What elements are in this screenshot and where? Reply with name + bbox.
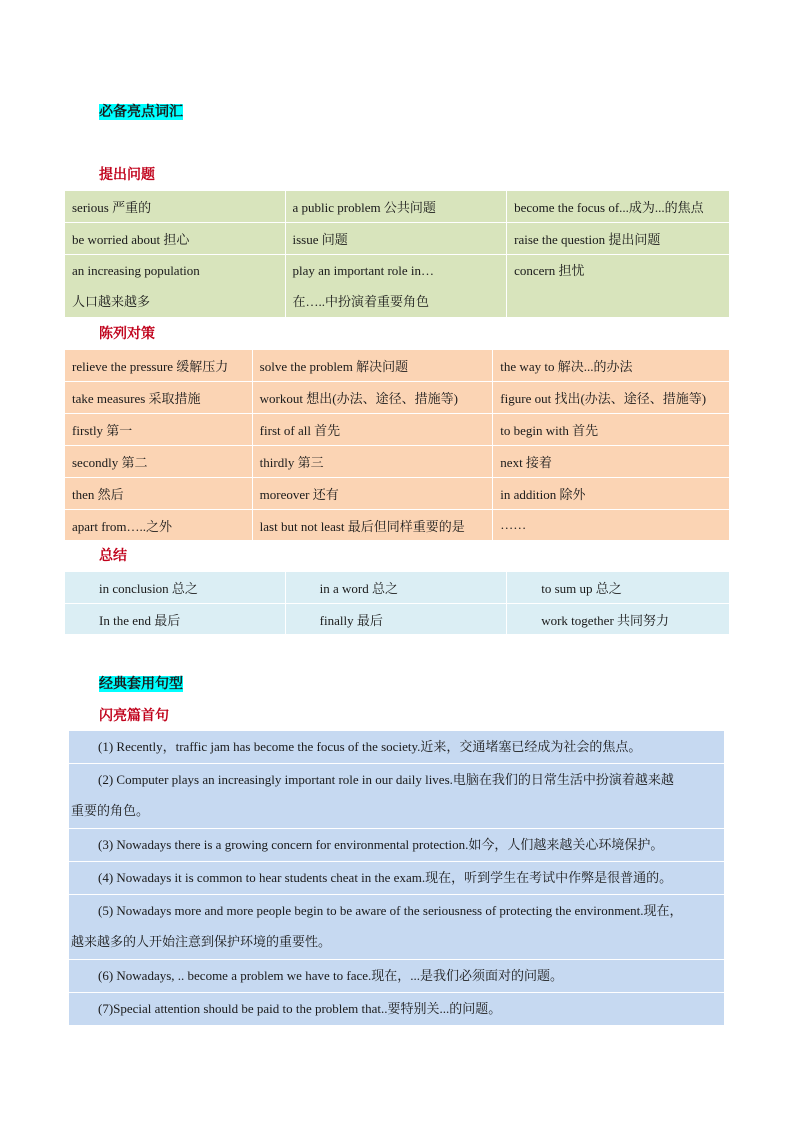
table-cell: figure out 找出(办法、途径、措施等): [493, 382, 730, 414]
sentence-list: [69, 731, 724, 1025]
table-cell: ……: [493, 510, 730, 541]
table-cell: the way to 解决...的办法: [493, 350, 730, 382]
sentence-text: (1) Recently，traffic jam has become the focus of the society.近来，交通堵塞已经成为社会的焦点。: [98, 739, 642, 754]
table-cell: [285, 255, 507, 318]
measures-heading: 陈列对策: [99, 326, 155, 342]
table-cell: become the focus of...成为...的焦点: [507, 191, 730, 223]
table-cell: finally 最后: [285, 604, 507, 635]
table-cell: serious 严重的: [65, 191, 286, 223]
table-cell: moreover 还有: [252, 478, 493, 510]
table-row: [65, 350, 730, 382]
cell-line: 在…..中扮演着重要角色: [292, 294, 430, 309]
table-cell: workout 想出(办法、途径、措施等): [252, 382, 493, 414]
table-cell: thirdly 第三: [252, 446, 493, 478]
raise-table: [64, 190, 730, 318]
table-cell: take measures 采取措施: [65, 382, 253, 414]
table-cell: apart from…..之外: [65, 510, 253, 541]
sentence-text: (2) Computer plays an increasingly important role in our daily lives.电脑在我们的日常生活中扮演着越来越: [98, 772, 674, 787]
table-row: [65, 382, 730, 414]
table-cell: first of all 首先: [252, 414, 493, 446]
table-cell: In the end 最后: [65, 604, 286, 635]
table-cell: [65, 255, 286, 318]
table-cell: relieve the pressure 缓解压力: [65, 350, 253, 382]
measures-table: [64, 349, 730, 541]
cell-line: an increasing population: [72, 263, 200, 278]
table-cell: concern 担忧: [507, 255, 730, 318]
table-cell: to begin with 首先: [493, 414, 730, 446]
table-row: [65, 478, 730, 510]
table-row: [65, 223, 730, 255]
table-row: [65, 572, 730, 604]
list-item: [69, 895, 724, 960]
table-cell: in conclusion 总之: [65, 572, 286, 604]
opening-heading: 闪亮篇首句: [99, 708, 169, 724]
cell-line: 人口越来越多: [72, 294, 151, 309]
sentence-text: (5) Nowadays more and more people begin to be aware of the seriousness of protecting the environment.现在，: [98, 903, 683, 918]
table-row: [65, 414, 730, 446]
table-cell: work together 共同努力: [507, 604, 730, 635]
table-cell: then 然后: [65, 478, 253, 510]
list-item: [69, 731, 724, 764]
summary-table: [64, 571, 730, 635]
table-row: [65, 191, 730, 223]
table-row: [65, 604, 730, 635]
table-cell: firstly 第一: [65, 414, 253, 446]
sentence-text: (4) Nowadays it is common to hear students cheat in the exam.现在，听到学生在考试中作弊是很普通的。: [98, 870, 673, 885]
raise-heading: 提出问题: [99, 167, 155, 183]
sentence-text: (6) Nowadays, .. become a problem we have to face.现在，...是我们必须面对的问题。: [98, 968, 563, 983]
table-cell: last but not least 最后但同样重要的是: [252, 510, 493, 541]
table-cell: in a word 总之: [285, 572, 507, 604]
sentence-text: 越来越多的人开始注意到保护环境的重要性。: [71, 934, 332, 949]
list-item: [69, 829, 724, 862]
table-cell: a public problem 公共问题: [285, 191, 507, 223]
table-cell: in addition 除外: [493, 478, 730, 510]
sentences-heading: 经典套用句型: [99, 676, 183, 692]
list-item: [69, 764, 724, 829]
table-cell: to sum up 总之: [507, 572, 730, 604]
summary-heading: 总结: [99, 548, 127, 564]
sentence-text: (3) Nowadays there is a growing concern for environmental protection.如今，人们越来越关心环境保护。: [98, 837, 664, 852]
sentence-text: (7)Special attention should be paid to the problem that..要特别关...的问题。: [98, 1001, 502, 1016]
list-item: [69, 862, 724, 895]
table-cell: secondly 第二: [65, 446, 253, 478]
table-cell: raise the question 提出问题: [507, 223, 730, 255]
table-cell: solve the problem 解决问题: [252, 350, 493, 382]
table-cell: be worried about 担心: [65, 223, 286, 255]
cell-line: play an important role in…: [292, 263, 435, 278]
vocab-heading: 必备亮点词汇: [99, 104, 183, 120]
sentence-text: 重要的角色。: [71, 803, 150, 818]
table-cell: next 接着: [493, 446, 730, 478]
table-row: [65, 446, 730, 478]
table-cell: issue 问题: [285, 223, 507, 255]
table-row: [65, 510, 730, 541]
list-item: [69, 993, 724, 1025]
table-row: [65, 255, 730, 318]
list-item: [69, 960, 724, 993]
